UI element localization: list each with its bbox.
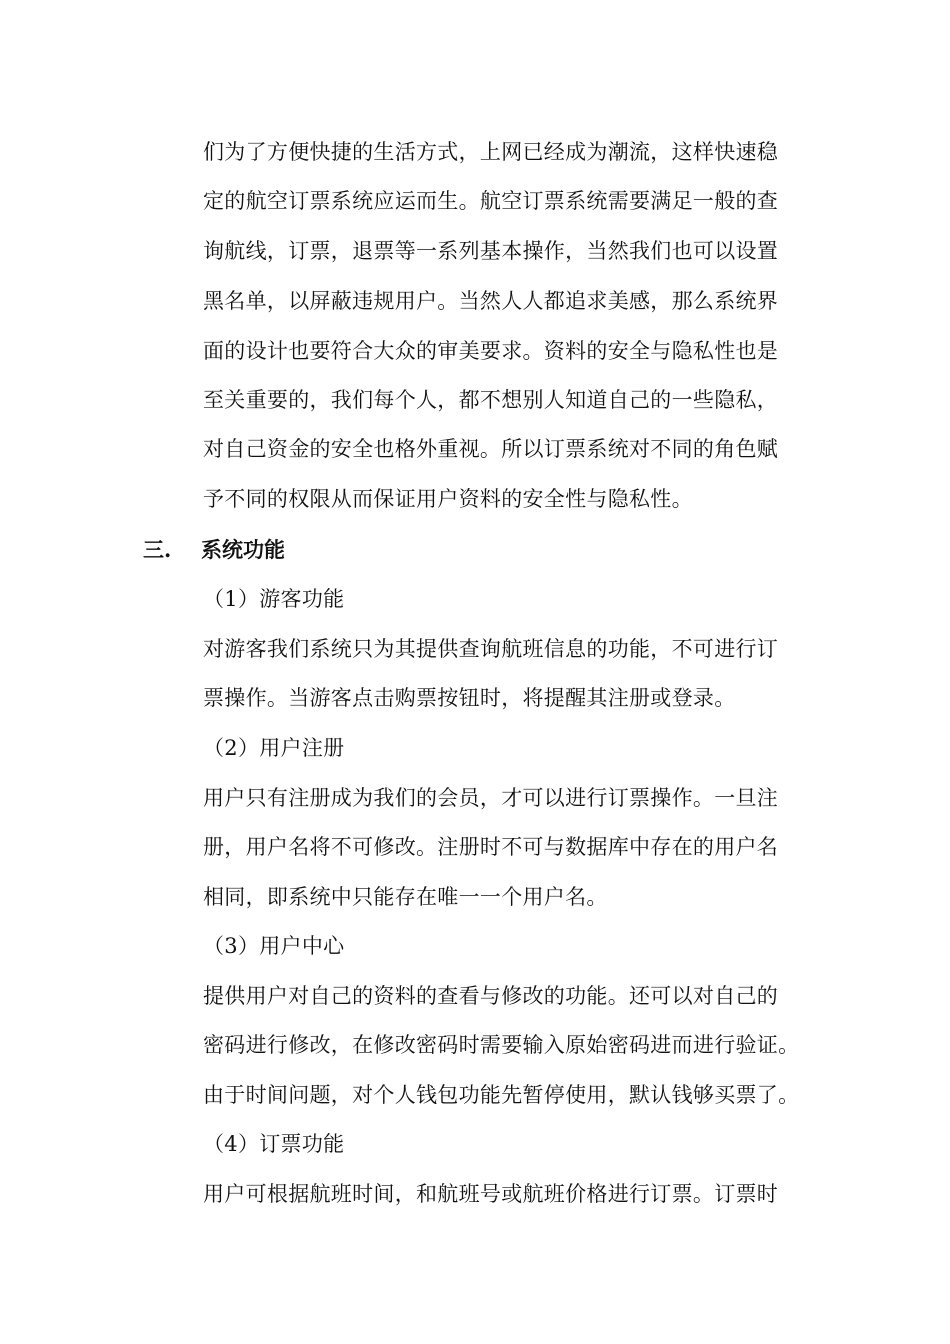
subsection-2-line-2: 册，用户名将不可修改。注册时不可与数据库中存在的用户名 (203, 835, 779, 859)
subsection-1-line-1: 对游客我们系统只为其提供查询航班信息的功能，不可进行订 (203, 637, 779, 661)
intro-line-6: 至关重要的，我们每个人，都不想别人知道自己的一些隐私， (203, 388, 779, 412)
subsection-2-line-1: 用户只有注册成为我们的会员，才可以进行订票操作。一旦注 (203, 786, 779, 810)
section-title: 系统功能 (201, 537, 285, 562)
subsection-4-line-1: 用户可根据航班时间，和航班号或航班价格进行订票。订票时 (203, 1182, 779, 1206)
intro-line-3: 询航线，订票，退票等一系列基本操作，当然我们也可以设置 (203, 239, 779, 263)
subsection-2-title: （2）用户注册 (203, 736, 345, 760)
intro-line-7: 对自己资金的安全也格外重视。所以订票系统对不同的角色赋 (203, 437, 779, 461)
subsection-1-line-2: 票操作。当游客点击购票按钮时，将提醒其注册或登录。 (203, 686, 736, 710)
subsection-2-line-3: 相同，即系统中只能存在唯一一个用户名。 (203, 885, 608, 909)
subsection-3-line-1: 提供用户对自己的资料的查看与修改的功能。还可以对自己的 (203, 984, 779, 1008)
intro-line-1: 们为了方便快捷的生活方式，上网已经成为潮流，这样快速稳 (203, 140, 779, 164)
subsection-1-title: （1）游客功能 (203, 587, 345, 611)
intro-line-2: 定的航空订票系统应运而生。航空订票系统需要满足一般的查 (203, 189, 779, 213)
intro-line-8: 予不同的权限从而保证用户资料的安全性与隐私性。 (203, 487, 693, 511)
subsection-3-title: （3）用户中心 (203, 934, 345, 958)
subsection-4-title: （4）订票功能 (203, 1132, 345, 1156)
intro-line-4: 黑名单，以屏蔽违规用户。当然人人都追求美感，那么系统界 (203, 289, 779, 313)
intro-line-5: 面的设计也要符合大众的审美要求。资料的安全与隐私性也是 (203, 339, 779, 363)
section-number: 三. (143, 537, 172, 562)
section-heading (143, 536, 285, 564)
subsection-3-line-3: 由于时间问题，对个人钱包功能先暂停使用，默认钱够买票了。 (203, 1083, 800, 1107)
subsection-3-line-2: 密码进行修改，在修改密码时需要输入原始密码进而进行验证。 (203, 1033, 800, 1057)
